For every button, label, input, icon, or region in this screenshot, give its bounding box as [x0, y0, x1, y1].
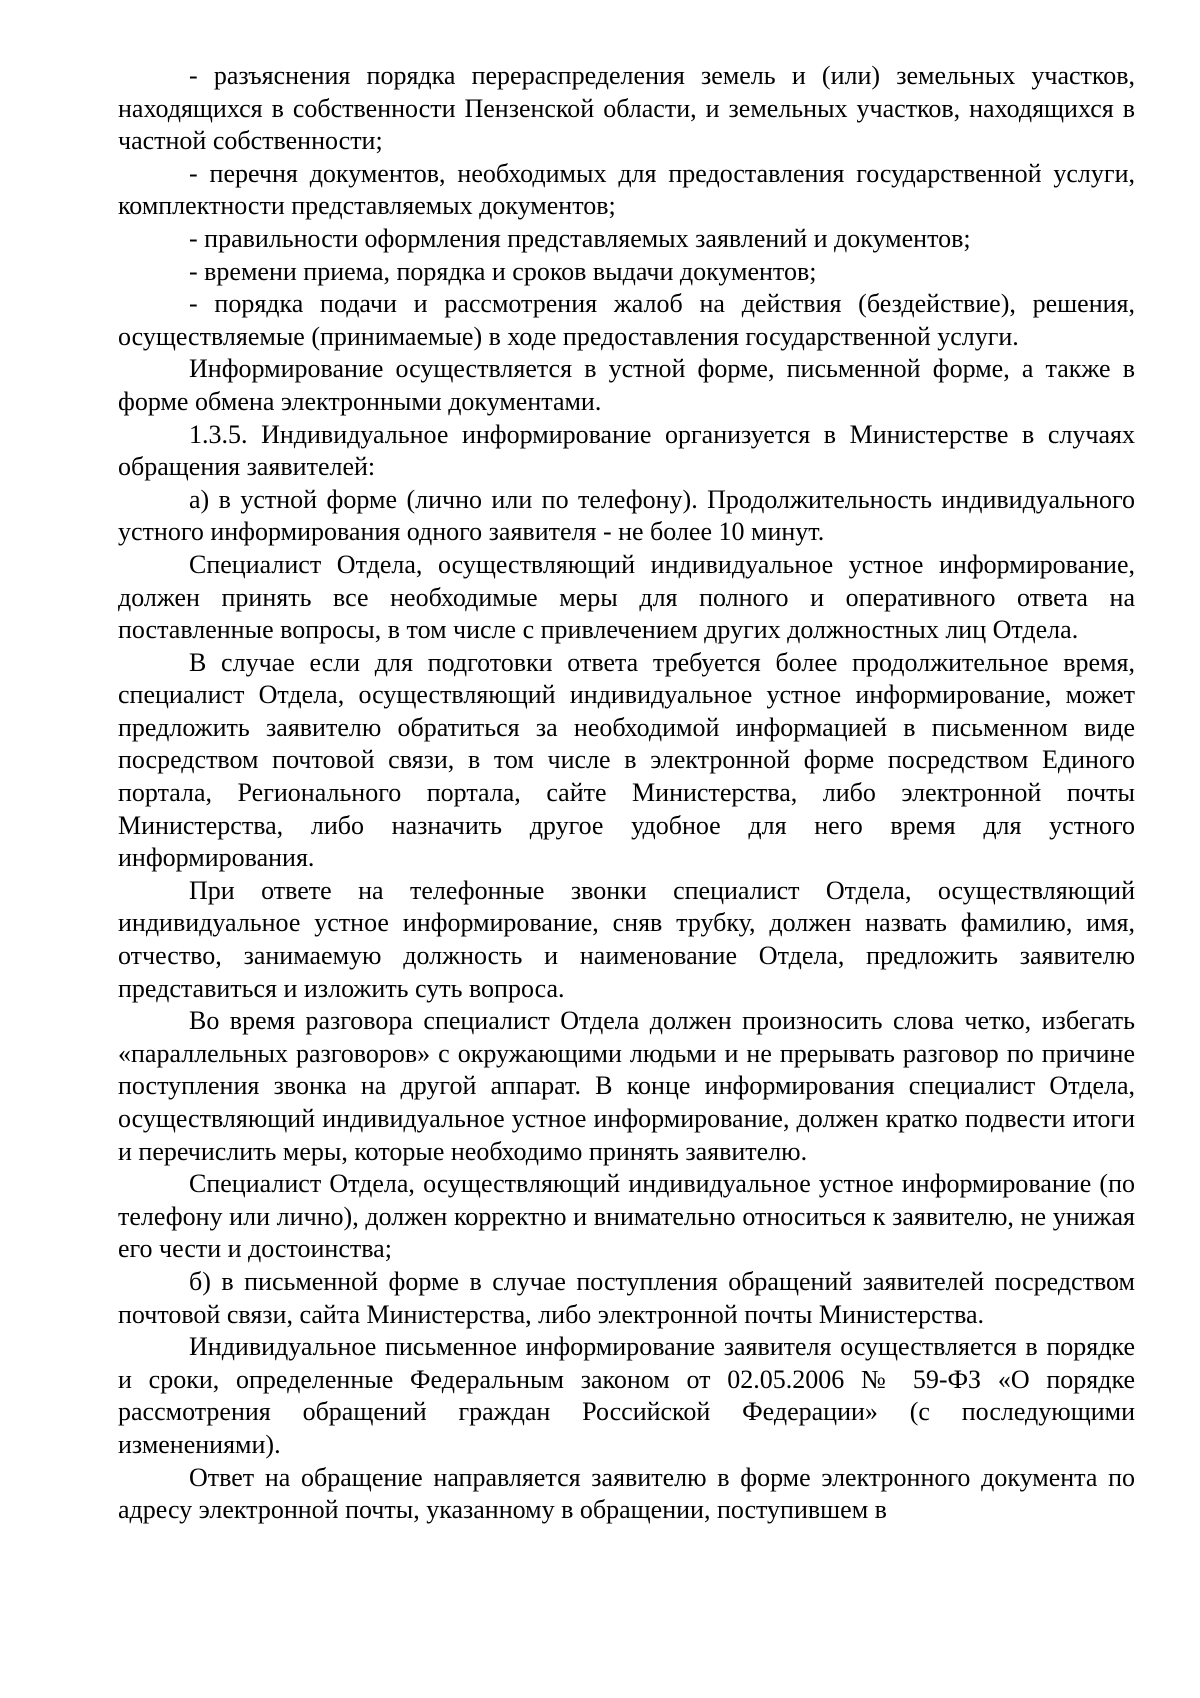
paragraph-written-form: б) в письменной форме в случае поступления обращений заявителей посредством почтовой связи, сайта Министерства, либо электронной почты Министерства.: [118, 1266, 1135, 1329]
paragraph-courtesy: Специалист Отдела, осуществляющий индивидуальное устное информирование (по телефону или лично), должен корректно и внимательно относиться к заявителю, не унижая его чести и достоинства;: [118, 1169, 1135, 1264]
paragraph-complaints-procedure: - порядка подачи и рассмотрения жалоб на действия (бездействие), решения, осуществляемые (принимаемые) в ходе предоставления государственной услуги.: [118, 289, 1135, 351]
paragraph-section-1-3-5: 1.3.5. Индивидуальное информирование организуется в Министерстве в случаях обращения заявителей:: [118, 419, 1135, 482]
paragraph-electronic-response: Ответ на обращение направляется заявителю в форме электронного документа по адресу электронной почты, указанному в обращении, поступившем в: [118, 1462, 1135, 1525]
paragraph-phone-calls: При ответе на телефонные звонки специалист Отдела, осуществляющий индивидуальное устное информирование, сняв трубку, должен назвать фамилию, имя, отчество, занимаемую должность и наименование Отдела, предложить заявителю представиться и изложить суть вопроса.: [118, 875, 1135, 1003]
paragraph-reception-time: - времени приема, порядка и сроков выдачи документов;: [189, 256, 817, 286]
paragraph-informing-forms: Информирование осуществляется в устной форме, письменной форме, а также в форме обмена электронными документами.: [118, 354, 1135, 416]
paragraph-longer-preparation: В случае если для подготовки ответа требуется более продолжительное время, специалист Отдела, осуществляющий индивидуальное устное информирование, может предложить заявителю обратиться за необходимой информацией в письменном виде посредством почтовой связи, в том числе в электронной форме посредством Единого портала, Регионального портала, сайте Министерства, либо электронной почты Министерства, либо назначить другое удобное для него время для устного информирования.: [118, 647, 1135, 873]
paragraph-correctness-of-forms: - правильности оформления представляемых заявлений и документов;: [189, 223, 971, 253]
paragraph-oral-form: а) в устной форме (лично или по телефону). Продолжительность индивидуального устного информирования одного заявителя - не более 10 минут.: [118, 484, 1135, 547]
paragraph-conversation-rules: Во время разговора специалист Отдела должен произносить слова четко, избегать «параллельных разговоров» с окружающими людьми и не прерывать разговор по причине поступления звонка на другой аппарат. В конце информирования специалист Отдела, осуществляющий индивидуальное устное информирование, должен кратко подвести итоги и перечислить меры, которые необходимо принять заявителю.: [118, 1006, 1135, 1166]
paragraph-specialist-measures: Специалист Отдела, осуществляющий индивидуальное устное информирование, должен принять все необходимые меры для полного и оперативного ответа на поставленные вопросы, в том числе с привлечением других должностных лиц Отдела.: [118, 549, 1135, 645]
paragraph-written-informing-law: Индивидуальное письменное информирование заявителя осуществляется в порядке и сроки, определенные Федеральным законом от 02.05.2006 № 59-ФЗ «О порядке рассмотрения обращений граждан Российской Федерации» (с последующими изменениями).: [118, 1332, 1135, 1459]
document-page: [118, 60, 1135, 1527]
paragraph-list-of-documents: - перечня документов, необходимых для предоставления государственной услуги, комплектности представляемых документов;: [118, 158, 1135, 221]
paragraph-clarification-land-redistribution: - разъяснения порядка перераспределения земель и (или) земельных участков, находящихся в собственности Пензенской области, и земельных участков, находящихся в частной собственности;: [118, 61, 1135, 156]
